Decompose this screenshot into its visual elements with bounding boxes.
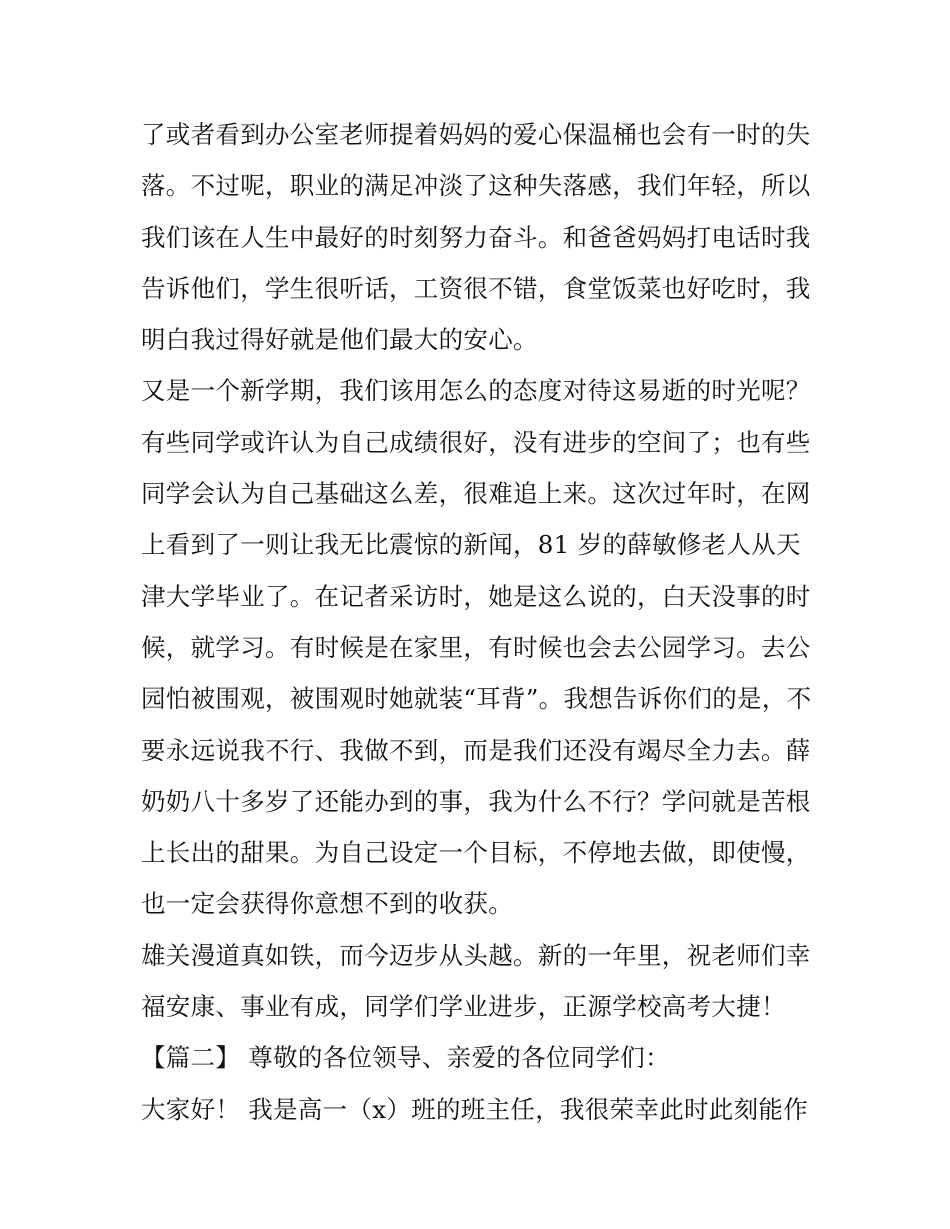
text-line: 园怕被围观，被围观时她就装“耳背”。我想告诉你们的是，不 xyxy=(141,684,812,714)
section-heading: 【篇二】 尊敬的各位领导、亲爱的各位同学们： xyxy=(141,1043,670,1073)
text-line: 同学会认为自己基础这么差，很难追上来。这次过年时，在网 xyxy=(141,479,811,509)
text-line: 也一定会获得你意想不到的收获。 xyxy=(141,889,513,919)
text-line: 告诉他们，学生很听话，工资很不错，食堂饭菜也好吃时，我 xyxy=(141,273,811,303)
document-body xyxy=(141,109,821,1135)
text-line: 福安康、事业有成，同学们学业进步，正源学校高考大捷！ xyxy=(141,992,786,1022)
text-line: 奶奶八十多岁了还能办到的事，我为什么不行？学问就是苦根 xyxy=(141,786,811,816)
text-line: 大家好！ 我是高一（x）班的班主任，我很荣幸此时此刻能作 xyxy=(141,1094,809,1124)
text-line: 津大学毕业了。在记者采访时，她是这么说的，白天没事的时 xyxy=(141,581,811,611)
text-line: 上看到了一则让我无比震惊的新闻，81 岁的薛敏修老人从天 xyxy=(141,530,801,560)
text-line: 又是一个新学期，我们该用怎么的态度对待这易逝的时光呢？ xyxy=(141,376,811,406)
text-line: 有些同学或许认为自己成绩很好，没有进步的空间了；也有些 xyxy=(141,427,811,457)
text-line: 我们该在人生中最好的时刻努力奋斗。和爸爸妈妈打电话时我 xyxy=(141,222,811,252)
text-line: 上长出的甜果。为自己设定一个目标，不停地去做，即使慢， xyxy=(141,838,811,868)
text-line: 要永远说我不行、我做不到，而是我们还没有竭尽全力去。薛 xyxy=(141,735,811,765)
text-line: 明白我过得好就是他们最大的安心。 xyxy=(141,325,538,355)
text-line: 雄关漫道真如铁，而今迈步从头越。新的一年里，祝老师们幸 xyxy=(141,940,811,970)
text-line: 落。不过呢，职业的满足冲淡了这种失落感，我们年轻，所以 xyxy=(141,171,811,201)
text-line: 候，就学习。有时候是在家里，有时候也会去公园学习。去公 xyxy=(141,632,811,662)
text-line: 了或者看到办公室老师提着妈妈的爱心保温桶也会有一时的失 xyxy=(141,120,811,149)
